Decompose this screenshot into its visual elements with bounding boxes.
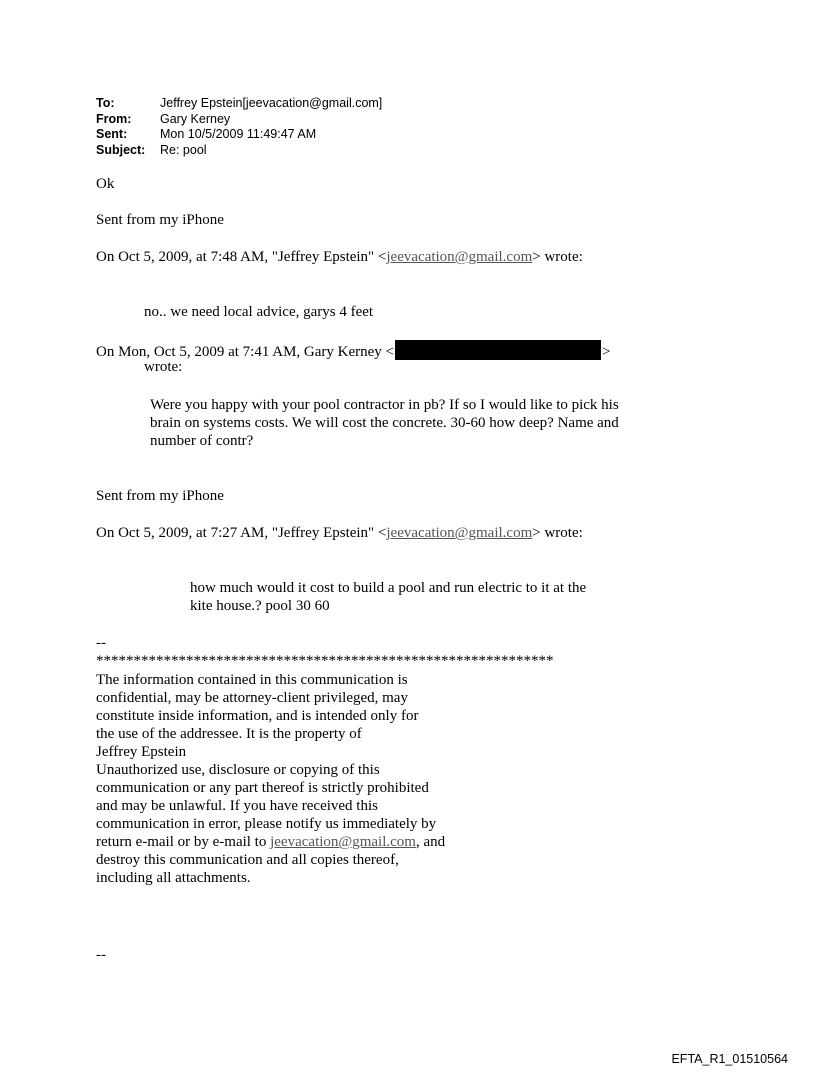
disclaimer-line: communication in error, please notify us immediately by — [96, 816, 437, 832]
disclaimer-line: communication or any part thereof is strictly prohibited — [96, 780, 429, 796]
from-label: From: — [96, 111, 132, 126]
email-header — [96, 96, 382, 158]
trailing-dash: -- — [96, 947, 106, 963]
disclaimer-line: including all attachments. — [96, 870, 251, 886]
email-link-3[interactable]: jeevacation@gmail.com — [386, 525, 533, 541]
disclaimer-line: The information contained in this communication is — [96, 672, 408, 688]
subject-row — [96, 143, 382, 159]
quote-header-1-prefix: On Oct 5, 2009, at 7:48 AM, "Jeffrey Epstein" < — [96, 249, 387, 265]
to-label: To: — [96, 96, 115, 110]
from-row — [96, 112, 382, 128]
from-value: Gary Kerney — [160, 111, 231, 126]
subject-label: Subject: — [96, 142, 146, 157]
disclaimer-line: Jeffrey Epstein — [96, 744, 187, 760]
disclaimer-line: constitute inside information, and is intended only for — [96, 708, 419, 724]
reply-text: Ok — [96, 176, 115, 192]
kerney-message-line-1: Were you happy with your pool contractor in pb? If so I would like to pick his — [150, 397, 619, 413]
quote-header-3-prefix: On Oct 5, 2009, at 7:27 AM, "Jeffrey Epstein" < — [96, 525, 387, 541]
disclaimer-line: the use of the addressee. It is the property of — [96, 726, 362, 742]
email-link-1[interactable]: jeevacation@gmail.com — [386, 249, 533, 265]
signature-1: Sent from my iPhone — [96, 212, 224, 228]
separator-dash: -- — [96, 635, 106, 651]
quote-header-2-wrote: wrote: — [144, 359, 183, 375]
sent-row — [96, 127, 382, 143]
disclaimer-email-link[interactable]: jeevacation@gmail.com — [270, 834, 416, 850]
quote-header-3-suffix: > wrote: — [532, 525, 583, 541]
disclaimer — [96, 671, 445, 887]
disclaimer-line: Unauthorized use, disclosure or copying of this — [96, 762, 380, 778]
subject-value: Re: pool — [160, 142, 207, 157]
kerney-message-line-2: brain on systems costs. We will cost the concrete. 30-60 how deep? Name and — [150, 415, 619, 431]
quote-header-3 — [96, 524, 583, 542]
redaction-bar — [395, 340, 601, 360]
disclaimer-line: destroy this communication and all copies thereof, — [96, 852, 399, 868]
to-value: Jeffrey Epstein[jeevacation@gmail.com] — [160, 96, 383, 110]
disclaimer-line — [96, 833, 445, 851]
signature-2: Sent from my iPhone — [96, 488, 224, 504]
disclaimer-line-10-suffix: , and — [415, 834, 446, 850]
disclaimer-line-10-prefix: return e-mail or by e-mail to — [96, 834, 271, 850]
separator-stars: ************************************************************* — [96, 653, 554, 669]
to-row — [96, 96, 382, 112]
sent-label: Sent: — [96, 127, 128, 141]
quote-header-2-suffix: > — [602, 344, 611, 360]
document-id: EFTA_R1_01510564 — [671, 1052, 788, 1066]
epstein-message-line-2: kite house.? pool 30 60 — [190, 598, 330, 614]
quote-header-2-prefix: On Mon, Oct 5, 2009 at 7:41 AM, Gary Kerney < — [96, 344, 395, 360]
kerney-message-line-3: number of contr? — [150, 433, 254, 449]
quote-header-1 — [96, 248, 583, 266]
disclaimer-line: confidential, may be attorney-client privileged, may — [96, 690, 408, 706]
quote-header-1-suffix: > wrote: — [532, 249, 583, 265]
sent-value: Mon 10/5/2009 11:49:47 AM — [160, 127, 317, 141]
epstein-reply-1: no.. we need local advice, garys 4 feet — [144, 304, 374, 320]
disclaimer-line: and may be unlawful. If you have received this — [96, 798, 378, 814]
epstein-message-line-1: how much would it cost to build a pool and run electric to it at the — [190, 580, 587, 596]
